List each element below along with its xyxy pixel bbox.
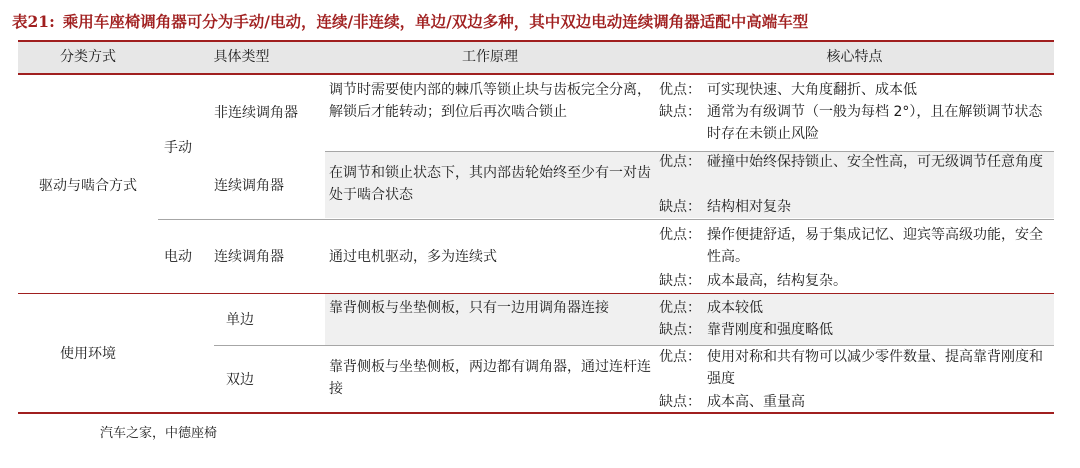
con-label: 缺点： xyxy=(659,199,701,215)
pro-label: 优点： xyxy=(659,82,701,98)
con-label: 缺点： xyxy=(659,322,701,338)
header-principle: 工作原理 xyxy=(462,49,518,65)
principle-continuous-electric: 通过电机驱动，多为连续式 xyxy=(329,249,497,265)
pro-label: 优点： xyxy=(659,154,701,170)
table-title xyxy=(12,8,1072,36)
principle-double-side: 靠背侧板与坐垫侧板，两边都有调角器，通过连杆连接 xyxy=(329,359,651,397)
pro-label: 优点： xyxy=(659,227,701,243)
con-label: 缺点： xyxy=(659,104,701,120)
header-features: 核心特点 xyxy=(826,49,883,65)
header-category: 分类方式 xyxy=(60,49,116,65)
con-label: 缺点： xyxy=(659,273,701,289)
pro-text: 操作便捷舒适，易于集成记忆、迎宾等高级功能，安全性高。 xyxy=(707,227,1043,265)
con-text: 靠背刚度和强度略低 xyxy=(707,322,833,338)
table-caption: 乘用车座椅调角器可分为手动/电动，连续/非连续，单边/双边多种，其中双边电动连续调角器适配中高端车型 xyxy=(62,12,809,31)
type-single-side: 单边 xyxy=(226,312,254,328)
subgroup-electric: 电动 xyxy=(164,249,192,265)
con-text: 成本最高，结构复杂。 xyxy=(707,273,847,289)
group-usage-environment: 使用环境 xyxy=(60,346,116,362)
pro-text: 碰撞中始终保持锁止、安全性高，可无级调节任意角度 xyxy=(707,154,1043,170)
con-text: 成本高、重量高 xyxy=(707,394,805,410)
pro-label: 优点： xyxy=(659,349,701,365)
source-note: 汽车之家，中德座椅 xyxy=(100,426,218,441)
header-type: 具体类型 xyxy=(213,49,270,65)
type-noncontinuous: 非连续调角器 xyxy=(214,105,298,121)
pro-text: 成本较低 xyxy=(707,300,763,316)
principle-single-side: 靠背侧板与坐垫侧板，只有一边用调角器连接 xyxy=(329,300,609,316)
group-separator xyxy=(18,293,1054,294)
type-double-side: 双边 xyxy=(226,372,254,388)
type-continuous-electric: 连续调角器 xyxy=(214,249,284,265)
pro-label: 优点： xyxy=(659,300,701,316)
type-continuous-manual: 连续调角器 xyxy=(214,178,284,194)
group-drive-mesh: 驱动与啮合方式 xyxy=(39,178,137,194)
subgroup-manual: 手动 xyxy=(164,140,192,156)
header-rule xyxy=(18,73,1054,75)
table-number: 表21: xyxy=(12,12,55,31)
principle-continuous-manual: 在调节和锁止状态下，其内部齿轮始终至少有一对齿处于啮合状态 xyxy=(329,165,651,203)
pro-text: 使用对称和共有物可以减少零件数量、提高靠背刚度和强度 xyxy=(707,349,1043,387)
principle-noncontinuous: 调节时需要使内部的棘爪等锁止块与齿板完全分离，解锁后才能转动；到位后再次啮合锁止 xyxy=(329,82,651,120)
con-text: 结构相对复杂 xyxy=(707,199,791,215)
row-divider xyxy=(158,219,1054,220)
con-label: 缺点： xyxy=(659,394,701,410)
pro-text: 可实现快速、大角度翻折、成本低 xyxy=(707,82,917,98)
con-text: 通常为有级调节（一般为每档 2°），且在解锁调节状态时存在未锁止风险 xyxy=(707,104,1043,142)
